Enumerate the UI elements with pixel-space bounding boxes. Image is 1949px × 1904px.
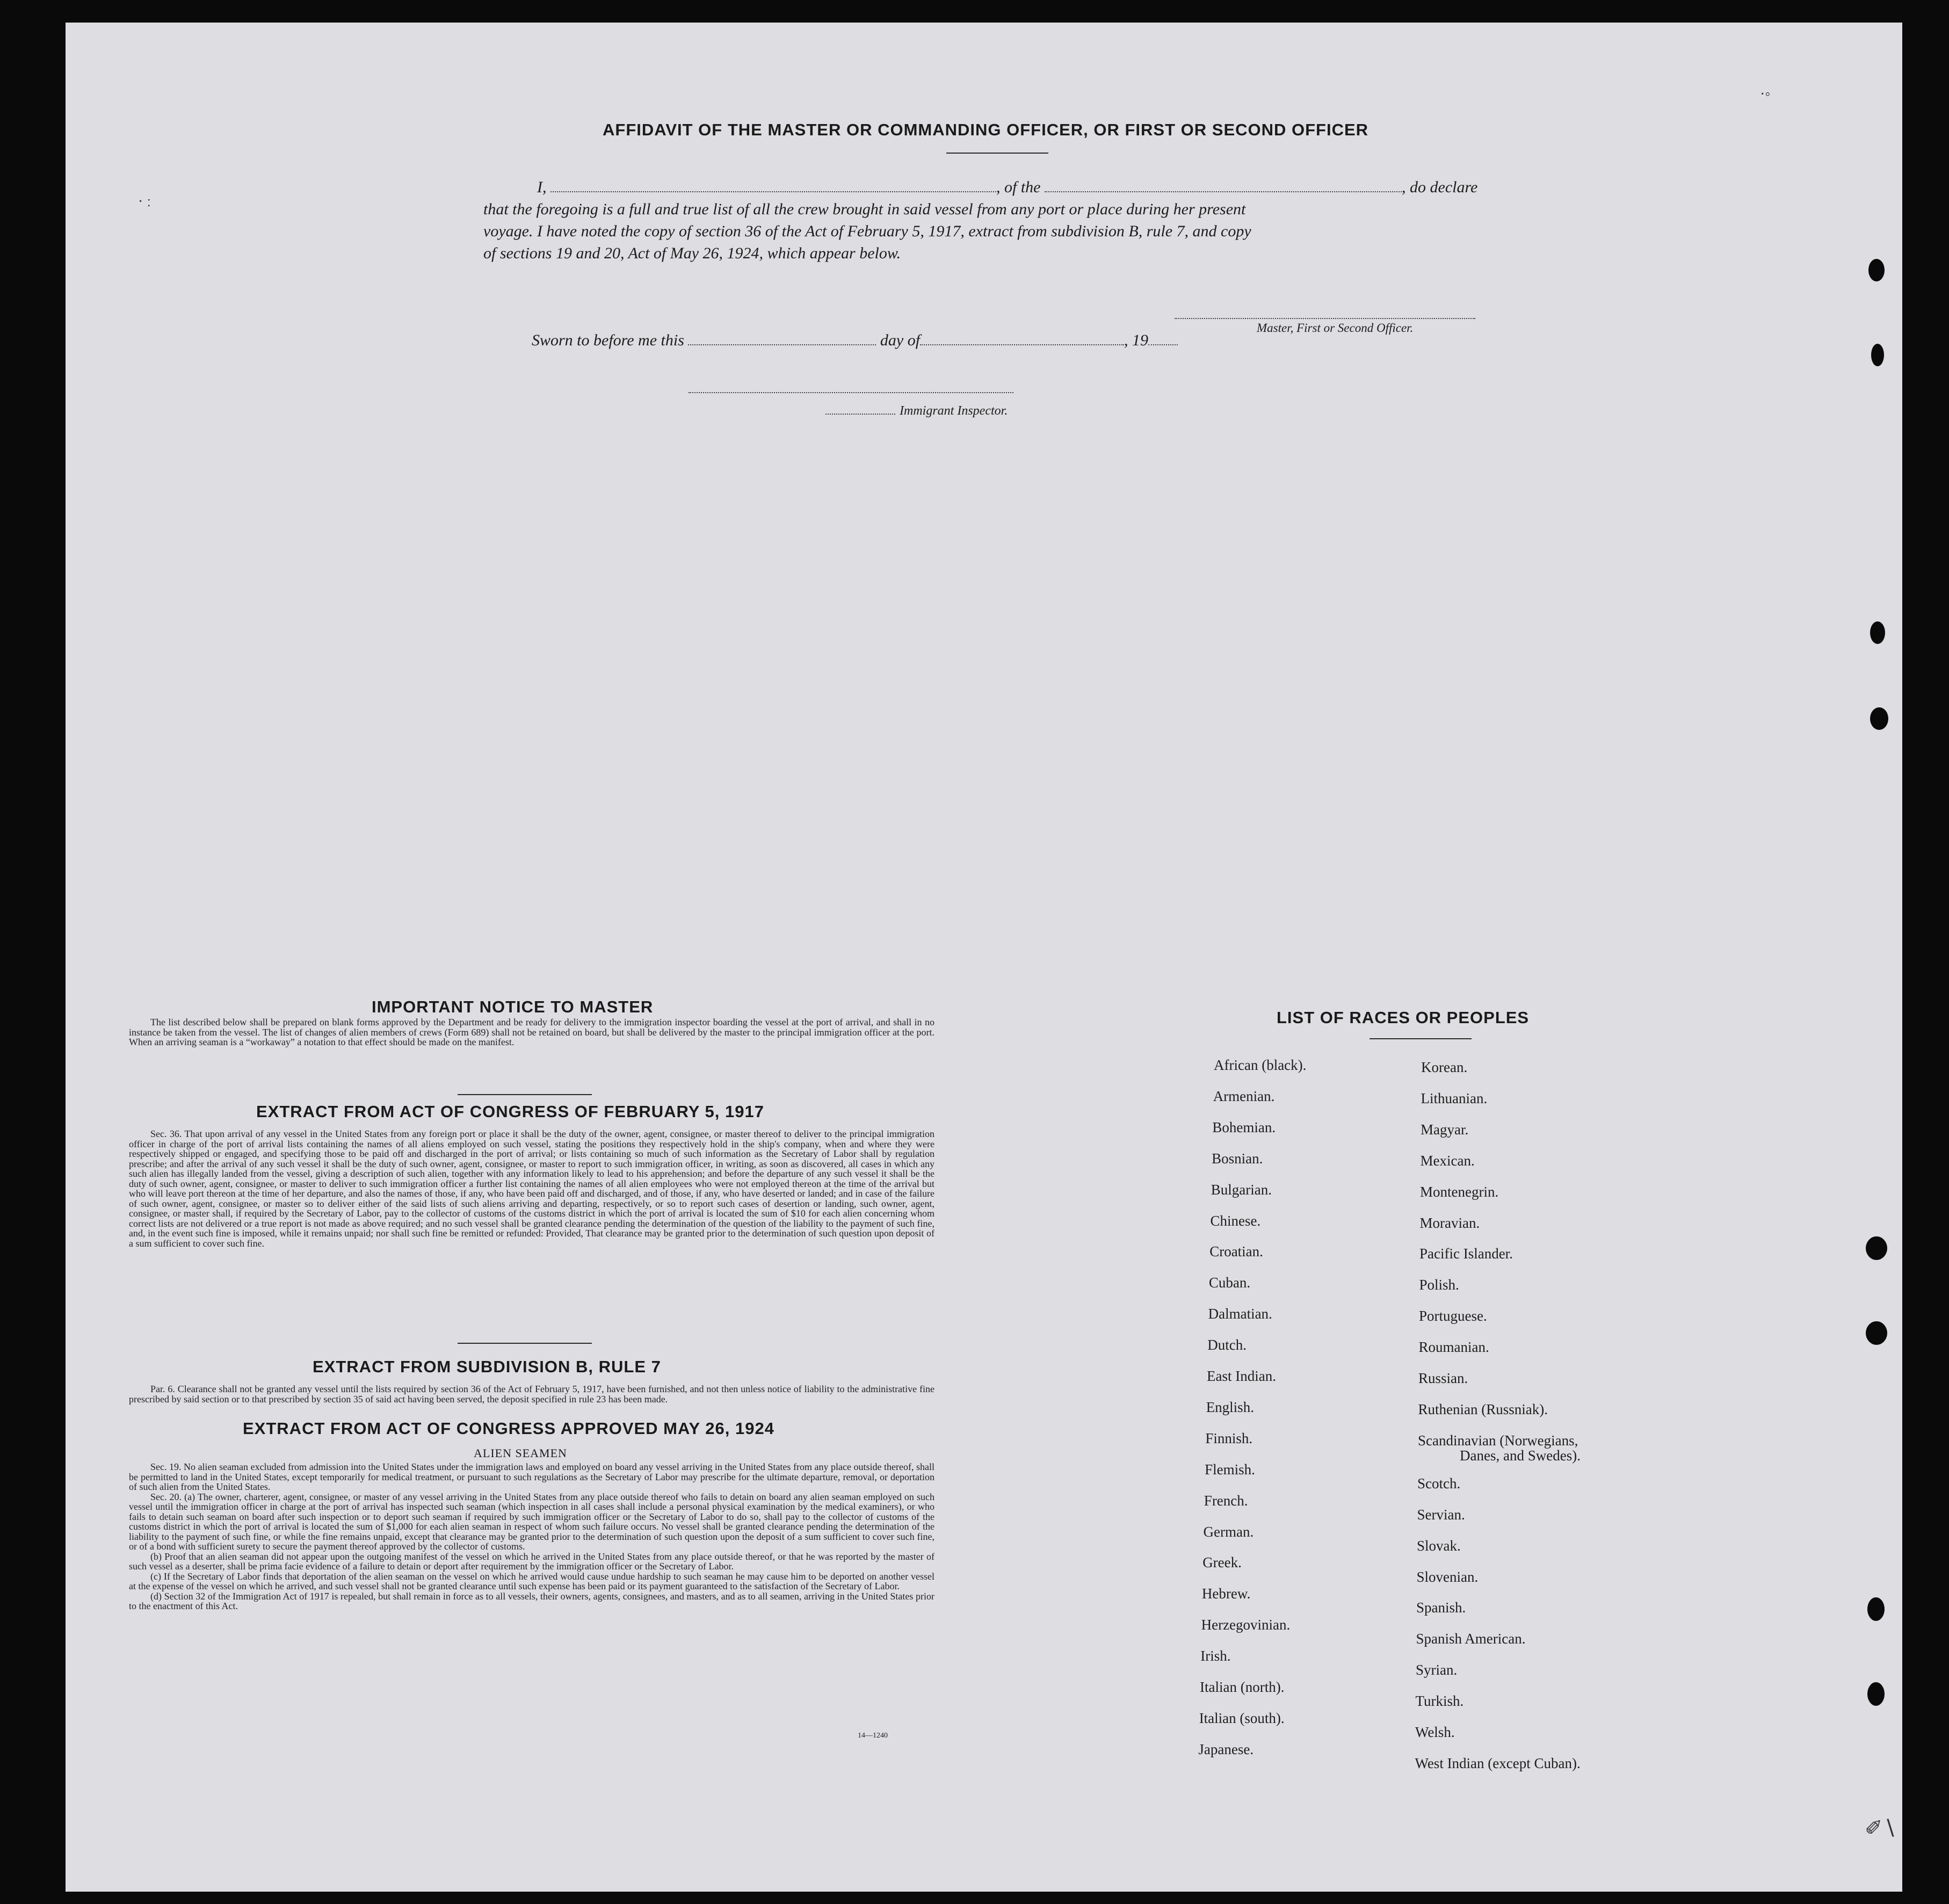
races-underline: [1370, 1038, 1472, 1039]
punch-hole: [1867, 1682, 1885, 1706]
affidavit-line3: voyage. I have noted the copy of section 36 of the Act of February 5, 1917, extract from subdivision B, rule 7, and copy: [483, 222, 1251, 240]
sec-20c-paragraph: (c) If the Secretary of Labor finds that deportation of the alien seaman on the vessel on which he arrived would cause undue hardship to such seaman he may cause him to be deported on another vessel at the expense of the vessel on which he arrived, and such vessel shall not be granted clearance until such expense has been paid or its payment guaranteed to the satisfaction of the Secretary of Labor.: [129, 1570, 934, 1591]
race-item: Irish.: [1200, 1648, 1231, 1664]
race-item: Welsh.: [1415, 1724, 1455, 1740]
sworn-year-blank[interactable]: [1148, 341, 1178, 345]
race-item: Moravian.: [1419, 1214, 1480, 1231]
race-item: Bohemian.: [1212, 1119, 1276, 1135]
title-underline: [946, 153, 1048, 154]
sworn-month-blank[interactable]: [920, 341, 1124, 345]
top-right-marks: ·◦: [1760, 86, 1771, 103]
race-item: Japanese.: [1198, 1741, 1254, 1757]
affidavit-line1: [537, 178, 1477, 197]
race-item: Scotch.: [1417, 1475, 1461, 1492]
year-label: , 19: [1124, 331, 1149, 349]
race-item: Korean.: [1421, 1059, 1468, 1075]
officer-name-blank[interactable]: [550, 188, 996, 192]
race-item: Mexican.: [1420, 1152, 1475, 1169]
extract-1924-title: EXTRACT FROM ACT OF CONGRESS APPROVED MAY 26, 1924: [243, 1419, 774, 1438]
corner-mark: ✐∖: [1865, 1816, 1896, 1840]
punch-hole: [1871, 344, 1884, 366]
race-item: Spanish.: [1416, 1599, 1466, 1616]
race-item: French.: [1204, 1492, 1248, 1509]
sec-19-paragraph: Sec. 19. No alien seaman excluded from admission into the United States under the immigration laws and employed on board any vessel arriving in the United States from any place outside thereof, shall be permitted to land in the United States, except temporarily for medical treatment, or pursuant to such regulations as the Secretary of Labor may prescribe for the ultimate departure, removal, or deportation of such alien from the United States.: [129, 1461, 934, 1492]
inspector-label: Immigrant Inspector.: [900, 404, 1008, 418]
punch-hole: [1868, 259, 1885, 281]
notice-paragraph: The list described below shall be prepared on blank forms approved by the Department and be ready for delivery to the immigration inspector boarding the vessel at the port of arrival, and shall in no instance be taken from the vessel. The list of changes of alien members of crews (Form 689) shall not be retained on board, but shall be delivered by the master to the principal immigration officer at the port. When an arriving seaman is a “workaway” a notation to that effect should be made on the manifest.: [129, 1017, 934, 1047]
sworn-day-blank[interactable]: [688, 341, 876, 345]
race-item: Danes, and Swedes).: [1460, 1447, 1581, 1464]
race-item: East Indian.: [1207, 1368, 1276, 1384]
race-item: Turkish.: [1415, 1693, 1464, 1710]
affidavit-title: AFFIDAVIT OF THE MASTER OR COMMANDING OFFICER, OR FIRST OR SECOND OFFICER: [603, 120, 1369, 139]
extract-1924-text: [129, 1462, 934, 1611]
race-item: Servian.: [1417, 1506, 1465, 1523]
notice-text: [129, 1017, 934, 1047]
affidavit-line2: that the foregoing is a full and true list of all the crew brought in said vessel from any port or place during her present: [483, 200, 1246, 218]
master-signature-blank[interactable]: [1175, 315, 1475, 319]
divider-2: [458, 1343, 592, 1344]
sworn-line: [532, 331, 1178, 350]
race-item: Bosnian.: [1212, 1150, 1263, 1167]
race-item: Russian.: [1418, 1370, 1468, 1386]
rule7-text: [129, 1384, 934, 1404]
day-of-label: day of: [880, 331, 921, 349]
sec-20b-paragraph: (b) Proof that an alien seaman did not appear upon the outgoing manifest of the vessel on which he arrived in the United States from any place outside thereof, or that he was reported by the master of such vessel as a deserter, shall be prima facie evidence of a failure to detain or deport after requirement by the immigration officer or the Secretary of Labor.: [129, 1551, 934, 1572]
punch-hole: [1870, 707, 1888, 730]
race-item: West Indian (except Cuban).: [1415, 1755, 1581, 1771]
rule7-paragraph: Par. 6. Clearance shall not be granted any vessel until the lists required by section 36 of the Act of February 5, 1917, have been furnished, and not then unless notice of liability to the administrative fine prescribed by said section or to that prescribed by section 35 of said act having been served, the deposit specified in rule 23 has been made.: [129, 1384, 934, 1405]
inspector-prefix-blank[interactable]: [825, 410, 895, 415]
race-item: Portuguese.: [1419, 1308, 1487, 1324]
race-item: Cuban.: [1208, 1275, 1251, 1291]
race-item: Finnish.: [1205, 1430, 1253, 1446]
document-sheet: [66, 23, 1902, 1892]
race-item: Polish.: [1419, 1277, 1459, 1293]
race-item: Hebrew.: [1201, 1586, 1251, 1602]
race-item: Italian (south).: [1199, 1710, 1285, 1726]
inspector-signature-blank[interactable]: [689, 389, 1013, 393]
sec-20d-paragraph: (d) Section 32 of the Immigration Act of 1917 is repealed, but shall remain in force as to all vessels, their owners, agents, consignees, and masters, and as to all seamen, arriving in the United States prior to the enactment of this Act.: [129, 1590, 934, 1611]
race-item: German.: [1203, 1523, 1254, 1540]
rule7-title: EXTRACT FROM SUBDIVISION B, RULE 7: [313, 1357, 661, 1376]
form-number: 14—1240: [858, 1732, 888, 1740]
race-item: Ruthenian (Russniak).: [1418, 1401, 1548, 1417]
punch-hole: [1866, 1321, 1887, 1345]
race-item: Dutch.: [1207, 1337, 1247, 1353]
left-margin-ticks: · ː: [138, 193, 151, 210]
notice-title: IMPORTANT NOTICE TO MASTER: [372, 997, 654, 1016]
race-item: Montenegrin.: [1420, 1183, 1499, 1200]
race-item: Flemish.: [1205, 1461, 1255, 1478]
sec-20a-paragraph: Sec. 20. (a) The owner, charterer, agent, consignee, or master of any vessel arriving in the United States from any place outside thereof who fails to detain on board any alien seaman employed on such vessel until the immigration officer in charge at the port of arrival has inspected such seaman (which inspection in all cases shall include a personal physical examination by the medical examiners), or who fails to detain such seaman on board after such inspection or to deport such seaman if required by such immigration officer or the Secretary of Labor to do so, shall pay to the collector of customs of the customs district in which the port of arrival is located the sum of $1,000 for each alien seaman in respect of whom such failure occurs. No vessel shall be granted clearance pending the determination of the liability to the payment of such fine, or while the fine remains unpaid, except that clearance may be granted prior to the determination of such question upon the deposit of a sum sufficient to cover such fine, or of a bond with sufficient surety to secure the payment thereof approved by the collector of customs.: [129, 1491, 934, 1552]
race-item: English.: [1206, 1399, 1254, 1415]
punch-hole: [1866, 1236, 1887, 1260]
vessel-name-blank[interactable]: [1045, 188, 1402, 192]
race-item: Slovenian.: [1416, 1568, 1479, 1585]
master-label: Master, First or Second Officer.: [1257, 321, 1414, 335]
divider-1: [458, 1094, 592, 1095]
race-item: Italian (north).: [1200, 1679, 1285, 1695]
race-item: Dalmatian.: [1208, 1306, 1272, 1322]
race-item: Lithuanian.: [1421, 1090, 1488, 1106]
affidavit-i: I,: [537, 178, 547, 196]
sworn-label: Sworn to before me this: [532, 331, 684, 349]
race-item: Roumanian.: [1418, 1339, 1489, 1356]
affidavit-line4: of sections 19 and 20, Act of May 26, 1924, which appear below.: [483, 244, 901, 262]
race-item: Greek.: [1202, 1554, 1242, 1571]
extract-1917-text: [129, 1129, 934, 1248]
alien-seamen-subtitle: ALIEN SEAMEN: [474, 1446, 567, 1460]
race-item: Magyar.: [1421, 1121, 1469, 1138]
races-title: LIST OF RACES OR PEOPLES: [1277, 1008, 1530, 1027]
race-item: Syrian.: [1416, 1662, 1458, 1678]
race-item: Scandinavian (Norwegians,: [1418, 1432, 1578, 1449]
race-item: Slovak.: [1417, 1537, 1461, 1554]
extract-1917-title: EXTRACT FROM ACT OF CONGRESS OF FEBRUARY 5, 1917: [256, 1102, 764, 1121]
punch-hole: [1867, 1597, 1885, 1621]
race-item: Pacific Islander.: [1419, 1246, 1513, 1262]
race-item: Spanish American.: [1416, 1631, 1526, 1647]
race-item: Bulgarian.: [1211, 1181, 1272, 1198]
affidavit-do-declare: , do declare: [1402, 178, 1478, 196]
race-item: Croatian.: [1209, 1243, 1263, 1260]
race-item: Herzegovinian.: [1201, 1617, 1291, 1633]
affidavit-of-the: , of the: [996, 178, 1041, 196]
extract-1917-paragraph: Sec. 36. That upon arrival of any vessel in the United States from any foreign port or place it shall be the duty of the owner, agent, consignee, or master thereof to deliver to the principal immigration officer in charge of the port of arrival lists containing the names of all aliens employed on such vessel, stating the positions they respectively hold in the ship's company, when and where they were respectively shipped or engaged, and specifying those to be paid off and discharged in the port of arrival; or lists containing so much of such information as the Secretary of Labor shall by regulation prescribe; and after the arrival of any such vessel it shall be the duty of such owner, agent, consignee, or master to report to such immigration officer, in writing, as soon as discovered, all cases in which any such alien has illegally landed from the vessel, giving a description of such alien, together with any information likely to lead to his apprehension; and before the departure of any such vessel it shall be the duty of such owner, agent, consignee, or master to deliver to such immigration officer a further list containing the names of all alien employees who were not employed thereon at the time of the arrival but who will leave port thereon at the time of her departure, and also the names of those, if any, who have been paid off and discharged, and of those, if any, who have deserted or landed; and in case of the failure of such owner, agent, consignee, or master so to deliver either of the said lists of such aliens arriving and departing, respectively, or so to report such cases of desertion or landing, such owner, agent, consignee, or master shall, if required by the Secretary of Labor, pay to the collector of customs of the customs district in which the port of arrival is located the sum of $10 for each alien concerning whom correct lists are not delivered or a true report is not made as above required; and no such vessel shall be granted clearance pending the determination of the question of the liability to the payment of such fine, and, in the event such fine is imposed, while it remains unpaid; nor shall such fine be remitted or refunded: Provided, That clearance may be granted prior to the determination of such question upon deposit of a sum sufficient to cover such fine.: [129, 1128, 934, 1249]
punch-hole: [1870, 621, 1885, 644]
race-item: Chinese.: [1210, 1212, 1261, 1229]
race-item: African (black).: [1214, 1057, 1307, 1073]
race-item: Armenian.: [1213, 1088, 1275, 1104]
